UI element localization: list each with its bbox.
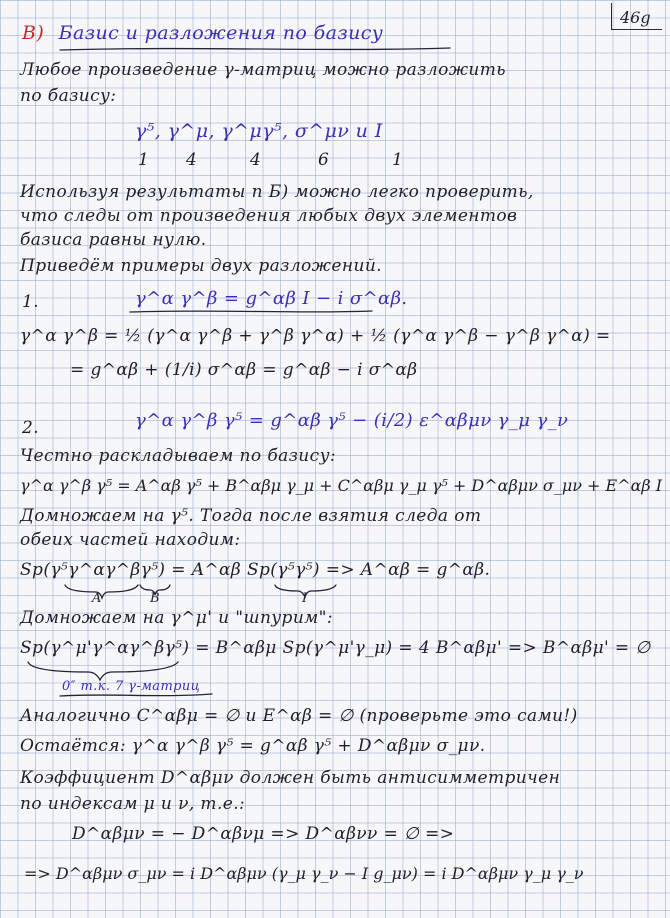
basis-count-3: 4: [250, 150, 262, 170]
intro-line-2: по базису:: [20, 86, 117, 106]
page-number-box: [611, 3, 662, 30]
section-title: Базис и разложения по базису: [58, 22, 384, 44]
example-2-text-1: Честно раскладываем по базису:: [20, 446, 336, 466]
basis-count-1: 1: [138, 150, 150, 170]
paragraph-line-1: Используя результаты п Б) можно легко проверить,: [20, 182, 534, 202]
example-2-text-3: обеих частей находим:: [20, 530, 241, 550]
basis-elements: γ⁵, γ^μ, γ^μγ⁵, σ^μν и I: [135, 120, 383, 142]
basis-count-4: 6: [318, 150, 330, 170]
ref-underline: [60, 694, 212, 696]
example-2-antisymmetry: D^αβμν = − D^αβνμ => D^αβνν = ∅ =>: [72, 824, 455, 844]
section-letter: B): [22, 22, 45, 44]
example-1-number: 1.: [22, 292, 40, 312]
section-heading: [22, 24, 383, 43]
example-2-expansion: γ^α γ^β γ⁵ = A^αβ γ⁵ + B^αβμ γ_μ + C^αβμ γ_μ γ⁵ + D^αβμν σ_μν + E^αβ I: [20, 476, 663, 495]
paragraph-line-3: базиса равны нулю.: [20, 230, 207, 250]
example-2-trace-1: Sp(γ⁵γ^αγ^βγ⁵) = A^αβ Sp(γ⁵γ⁵) => A^αβ = g^αβ.: [20, 560, 491, 580]
example-1-underline: [130, 311, 372, 312]
example-2-formula: γ^α γ^β γ⁵ = g^αβ γ⁵ − (i/2) ε^αβμν γ_μ γ_ν: [135, 410, 569, 431]
basis-count-2: 4: [186, 150, 198, 170]
example-2-text-4: Домножаем на γ^μ' и "шпурим":: [20, 608, 334, 628]
example-2-trace-2: Sp(γ^μ'γ^αγ^βγ⁵) = B^αβμ Sp(γ^μ'γ_μ) = 4 B^αβμ' => B^αβμ' = ∅: [20, 638, 651, 658]
brace-label-b: B: [150, 591, 160, 606]
paragraph-line-4: Приведём примеры двух разложений.: [20, 256, 382, 276]
example-1-step-2: = g^αβ + (1/i) σ^αβ = g^αβ − i σ^αβ: [70, 360, 418, 380]
brace-sp2: [28, 662, 178, 680]
example-1-step-1: γ^α γ^β = ½ (γ^α γ^β + γ^β γ^α) + ½ (γ^α γ^β − γ^β γ^α) =: [20, 326, 611, 346]
paragraph-line-2: что следы от произведения любых двух элементов: [20, 206, 518, 226]
example-2-number: 2.: [22, 418, 40, 438]
page-number: 46g: [620, 8, 651, 27]
example-1-formula: γ^α γ^β = g^αβ I − i σ^αβ.: [135, 288, 408, 309]
brace-label-a: A: [92, 591, 102, 606]
heading-underline: [60, 48, 450, 50]
brace-label-i: I: [302, 591, 308, 606]
example-2-text-2: Домножаем на γ⁵. Тогда после взятия следа от: [20, 506, 482, 526]
example-2-text-8: по индексам μ и ν, т.е.:: [20, 794, 246, 814]
example-2-text-6: Остаётся: γ^α γ^β γ⁵ = g^αβ γ⁵ + D^αβμν σ_μν.: [20, 736, 486, 756]
example-2-text-5: Аналогично C^αβμ = ∅ и E^αβ = ∅ (проверьте это сами!): [20, 706, 578, 726]
example-2-text-7: Коэффициент D^αβμν должен быть антисимметричен: [20, 768, 561, 788]
basis-count-5: 1: [392, 150, 404, 170]
zero-trace-note: 0″ т.к. 7 γ-матриц: [62, 679, 201, 694]
example-2-final: => D^αβμν σ_μν = i D^αβμν (γ_μ γ_ν − I g_μν) = i D^αβμν γ_μ γ_ν: [24, 864, 584, 883]
intro-line-1: Любое произведение γ-матриц можно разложить: [20, 60, 506, 80]
